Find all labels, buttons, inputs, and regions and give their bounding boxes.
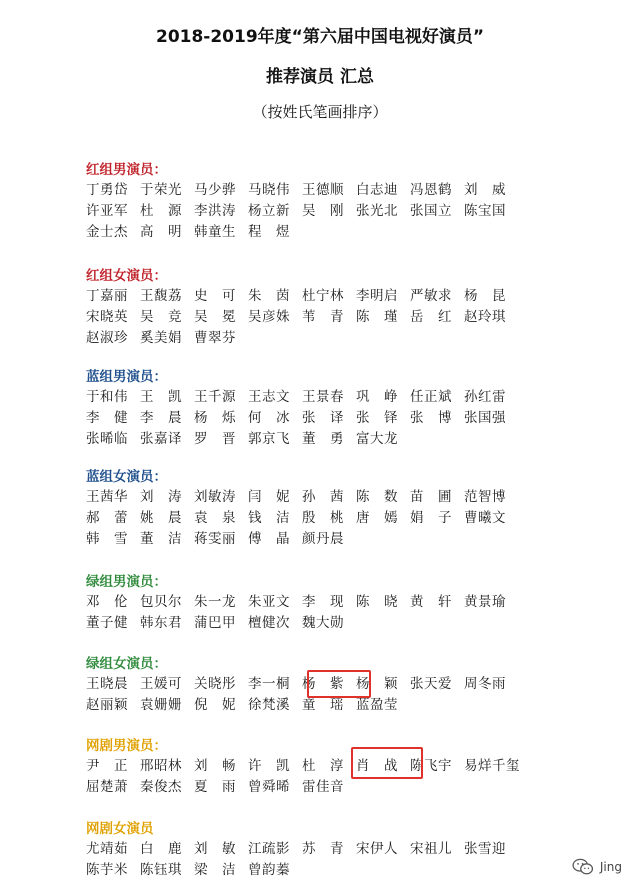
nominee-name: 曹曦文	[464, 510, 506, 526]
nominee-name: 曾韵蓁	[248, 862, 290, 878]
name-row	[86, 487, 556, 508]
name-row	[86, 328, 556, 349]
section-title: 红组女演员：	[86, 268, 167, 284]
nominee-name: 杜宁林	[302, 288, 344, 304]
nominee-name: 王晓晨	[86, 676, 128, 692]
nominee-name: 张嘉译	[140, 431, 182, 447]
nominee-name: 宋晓英	[86, 309, 128, 325]
nominee-name: 吴 冕	[194, 309, 236, 325]
nominee-name: 王德顺	[302, 182, 344, 198]
nominee-name: 易烊千玺	[464, 758, 520, 774]
nominee-name: 张光北	[356, 203, 398, 219]
nominee-name: 宋伊人	[356, 841, 398, 857]
nominee-name: 颜丹晨	[302, 531, 344, 547]
name-row	[86, 286, 556, 307]
section-title: 红组男演员：	[86, 162, 167, 178]
nominee-name: 白志迪	[356, 182, 398, 198]
nominee-name: 闫 妮	[248, 489, 290, 505]
section-title: 绿组男演员：	[86, 574, 167, 590]
nominee-name: 陈宝国	[464, 203, 506, 219]
nominee-name: 吴 刚	[302, 203, 344, 219]
nominee-name: 朱一龙	[194, 594, 236, 610]
nominee-name: 张 博	[410, 410, 452, 426]
nominee-name: 关晓彤	[194, 676, 236, 692]
section-title: 网剧男演员：	[86, 738, 167, 754]
name-row	[86, 695, 556, 716]
nominee-name: 苗 圃	[410, 489, 452, 505]
name-row	[86, 592, 556, 613]
name-list	[86, 180, 556, 243]
nominee-name: 杨 昆	[464, 288, 506, 304]
nominee-name: 包贝尔	[140, 594, 182, 610]
nominee-name: 魏大勋	[302, 615, 344, 631]
nominee-name: 陈 数	[356, 489, 398, 505]
nominee-name: 王馥荔	[140, 288, 182, 304]
nominee-name: 王千源	[194, 389, 236, 405]
name-list	[86, 487, 556, 550]
nominee-name: 夏 雨	[194, 779, 236, 795]
nominee-name: 王 凯	[140, 389, 182, 405]
name-row	[86, 839, 556, 860]
nominee-name: 高 明	[140, 224, 182, 240]
nominee-name: 杜 淳	[302, 758, 344, 774]
nominee-name: 张雪迎	[464, 841, 506, 857]
nominee-name: 邓 伦	[86, 594, 128, 610]
nominee-name: 袁姗姗	[140, 697, 182, 713]
nominee-name: 富大龙	[356, 431, 398, 447]
highlight-box-xiaozhan	[351, 747, 423, 779]
nominee-name: 傅 晶	[248, 531, 290, 547]
watermark-text: Jing	[599, 860, 622, 874]
nominee-name: 黄景瑜	[464, 594, 506, 610]
nominee-name: 李 健	[86, 410, 128, 426]
nominee-name: 王景春	[302, 389, 344, 405]
nominee-name: 曾舜晞	[248, 779, 290, 795]
nominee-name: 赵玲琪	[464, 309, 506, 325]
nominee-name: 马少骅	[194, 182, 236, 198]
nominee-name: 孙 茜	[302, 489, 344, 505]
name-list	[86, 387, 556, 450]
nominee-name: 蒲巴甲	[194, 615, 236, 631]
nominee-name: 朱 茵	[248, 288, 290, 304]
nominee-name: 苏 青	[302, 841, 344, 857]
name-row	[86, 387, 556, 408]
nominee-name: 郝 蕾	[86, 510, 128, 526]
nominee-name: 钱 洁	[248, 510, 290, 526]
doc-title: 2018-2019年度“第六届中国电视好演员”	[155, 27, 485, 47]
name-row	[86, 613, 556, 634]
nominee-name: 韩童生	[194, 224, 236, 240]
nominee-name: 巩 峥	[356, 389, 398, 405]
nominee-name: 姚 晨	[140, 510, 182, 526]
nominee-name: 赵淑珍	[86, 330, 128, 346]
nominee-name: 宋祖儿	[410, 841, 452, 857]
nominee-name: 苇 青	[302, 309, 344, 325]
nominee-name: 李 现	[302, 594, 344, 610]
name-list	[86, 756, 556, 798]
nominee-name: 张晞临	[86, 431, 128, 447]
nominee-name: 陈 晓	[356, 594, 398, 610]
nominee-name: 殷 桃	[302, 510, 344, 526]
nominee-name: 刘 敏	[194, 841, 236, 857]
name-row	[86, 508, 556, 529]
nominee-name: 张 铎	[356, 410, 398, 426]
nominee-name: 冯恩鹤	[410, 182, 452, 198]
name-row	[86, 180, 556, 201]
name-list	[86, 592, 556, 634]
nominee-name: 陈钰琪	[140, 862, 182, 878]
nominee-name: 丁勇岱	[86, 182, 128, 198]
section-title: 绿组女演员：	[86, 656, 167, 672]
name-list	[86, 839, 556, 881]
nominee-name: 蒋雯丽	[194, 531, 236, 547]
nominee-name: 刘敏涛	[194, 489, 236, 505]
doc-sort-note: （按姓氏笔画排序）	[252, 103, 388, 121]
nominee-name: 袁 泉	[194, 510, 236, 526]
nominee-name: 吴彦姝	[248, 309, 290, 325]
section-7	[86, 819, 556, 881]
nominee-name: 范智博	[464, 489, 506, 505]
nominee-name: 岳 红	[410, 309, 452, 325]
nominee-name: 王志文	[248, 389, 290, 405]
nominee-name: 刘 涛	[140, 489, 182, 505]
name-row	[86, 222, 556, 243]
section-2	[86, 367, 556, 450]
nominee-name: 许亚军	[86, 203, 128, 219]
nominee-name: 张天爱	[410, 676, 452, 692]
nominee-name: 赵丽颖	[86, 697, 128, 713]
nominee-name: 杜 源	[140, 203, 182, 219]
nominee-name: 雷佳音	[302, 779, 344, 795]
nominee-name: 屈楚萧	[86, 779, 128, 795]
name-row	[86, 777, 556, 798]
nominee-name: 白 鹿	[140, 841, 182, 857]
nominee-name: 朱亚文	[248, 594, 290, 610]
section-6	[86, 736, 556, 798]
nominee-name: 李 晨	[140, 410, 182, 426]
nominee-name: 韩 雪	[86, 531, 128, 547]
name-row	[86, 860, 556, 881]
nominee-name: 董 洁	[140, 531, 182, 547]
highlight-box-yangzi	[307, 670, 371, 698]
nominee-name: 吴 竞	[140, 309, 182, 325]
nominee-name: 刘 威	[464, 182, 506, 198]
nominee-name: 罗 晋	[194, 431, 236, 447]
nominee-name: 陈 瑾	[356, 309, 398, 325]
nominee-name: 杨立新	[248, 203, 290, 219]
nominee-name: 金士杰	[86, 224, 128, 240]
section-4	[86, 572, 556, 634]
nominee-name: 周冬雨	[464, 676, 506, 692]
nominee-name: 娟 子	[410, 510, 452, 526]
nominee-name: 韩东君	[140, 615, 182, 631]
section-title: 蓝组女演员：	[86, 469, 167, 485]
section-title: 蓝组男演员：	[86, 369, 167, 385]
nominee-name: 张国强	[464, 410, 506, 426]
nominee-name: 蓝盈莹	[356, 697, 398, 713]
nominee-name: 马晓伟	[248, 182, 290, 198]
nominee-name: 任正斌	[410, 389, 452, 405]
doc-subtitle: 推荐演员 汇总	[266, 67, 374, 87]
name-row	[86, 529, 556, 550]
nominee-name: 尹 正	[86, 758, 128, 774]
nominee-name: 何 冰	[248, 410, 290, 426]
nominee-name: 杨 烁	[194, 410, 236, 426]
nominee-name: 王媛可	[140, 676, 182, 692]
nominee-name: 江疏影	[248, 841, 290, 857]
nominee-name: 李明启	[356, 288, 398, 304]
nominee-name: 杨 紫	[302, 676, 344, 692]
nominee-name: 孙红雷	[464, 389, 506, 405]
nominee-name: 李一桐	[248, 676, 290, 692]
wechat-icon	[572, 858, 594, 876]
section-title: 网剧女演员	[86, 821, 154, 837]
watermark	[572, 858, 622, 876]
nominee-name: 刘 畅	[194, 758, 236, 774]
nominee-name: 于和伟	[86, 389, 128, 405]
nominee-name: 肖 战	[356, 758, 398, 774]
nominee-name: 董 勇	[302, 431, 344, 447]
nominee-name: 倪 妮	[194, 697, 236, 713]
nominee-name: 于荣光	[140, 182, 182, 198]
nominee-name: 程 煜	[248, 224, 290, 240]
nominee-name: 邢昭林	[140, 758, 182, 774]
name-row	[86, 756, 556, 777]
section-1	[86, 266, 556, 349]
name-row	[86, 429, 556, 450]
nominee-name: 杨 颖	[356, 676, 398, 692]
nominee-name: 严敏求	[410, 288, 452, 304]
nominee-name: 陈芋米	[86, 862, 128, 878]
name-list	[86, 286, 556, 349]
nominee-name: 张国立	[410, 203, 452, 219]
name-row	[86, 408, 556, 429]
nominee-name: 奚美娟	[140, 330, 182, 346]
section-3	[86, 467, 556, 550]
name-row	[86, 201, 556, 222]
nominee-name: 丁嘉丽	[86, 288, 128, 304]
section-0	[86, 160, 556, 243]
nominee-name: 许 凯	[248, 758, 290, 774]
nominee-name: 童 瑶	[302, 697, 344, 713]
nominee-name: 徐梵溪	[248, 697, 290, 713]
nominee-name: 陈飞宇	[410, 758, 452, 774]
nominee-name: 史 可	[194, 288, 236, 304]
nominee-name: 王茜华	[86, 489, 128, 505]
nominee-name: 檀健次	[248, 615, 290, 631]
nominee-name: 梁 洁	[194, 862, 236, 878]
nominee-name: 郭京飞	[248, 431, 290, 447]
nominee-name: 尤靖茹	[86, 841, 128, 857]
nominee-name: 曹翠芬	[194, 330, 236, 346]
name-row	[86, 307, 556, 328]
nominee-name: 张 译	[302, 410, 344, 426]
nominee-name: 李洪涛	[194, 203, 236, 219]
nominee-name: 董子健	[86, 615, 128, 631]
nominee-name: 唐 嫣	[356, 510, 398, 526]
nominee-name: 黄 轩	[410, 594, 452, 610]
nominee-name: 秦俊杰	[140, 779, 182, 795]
